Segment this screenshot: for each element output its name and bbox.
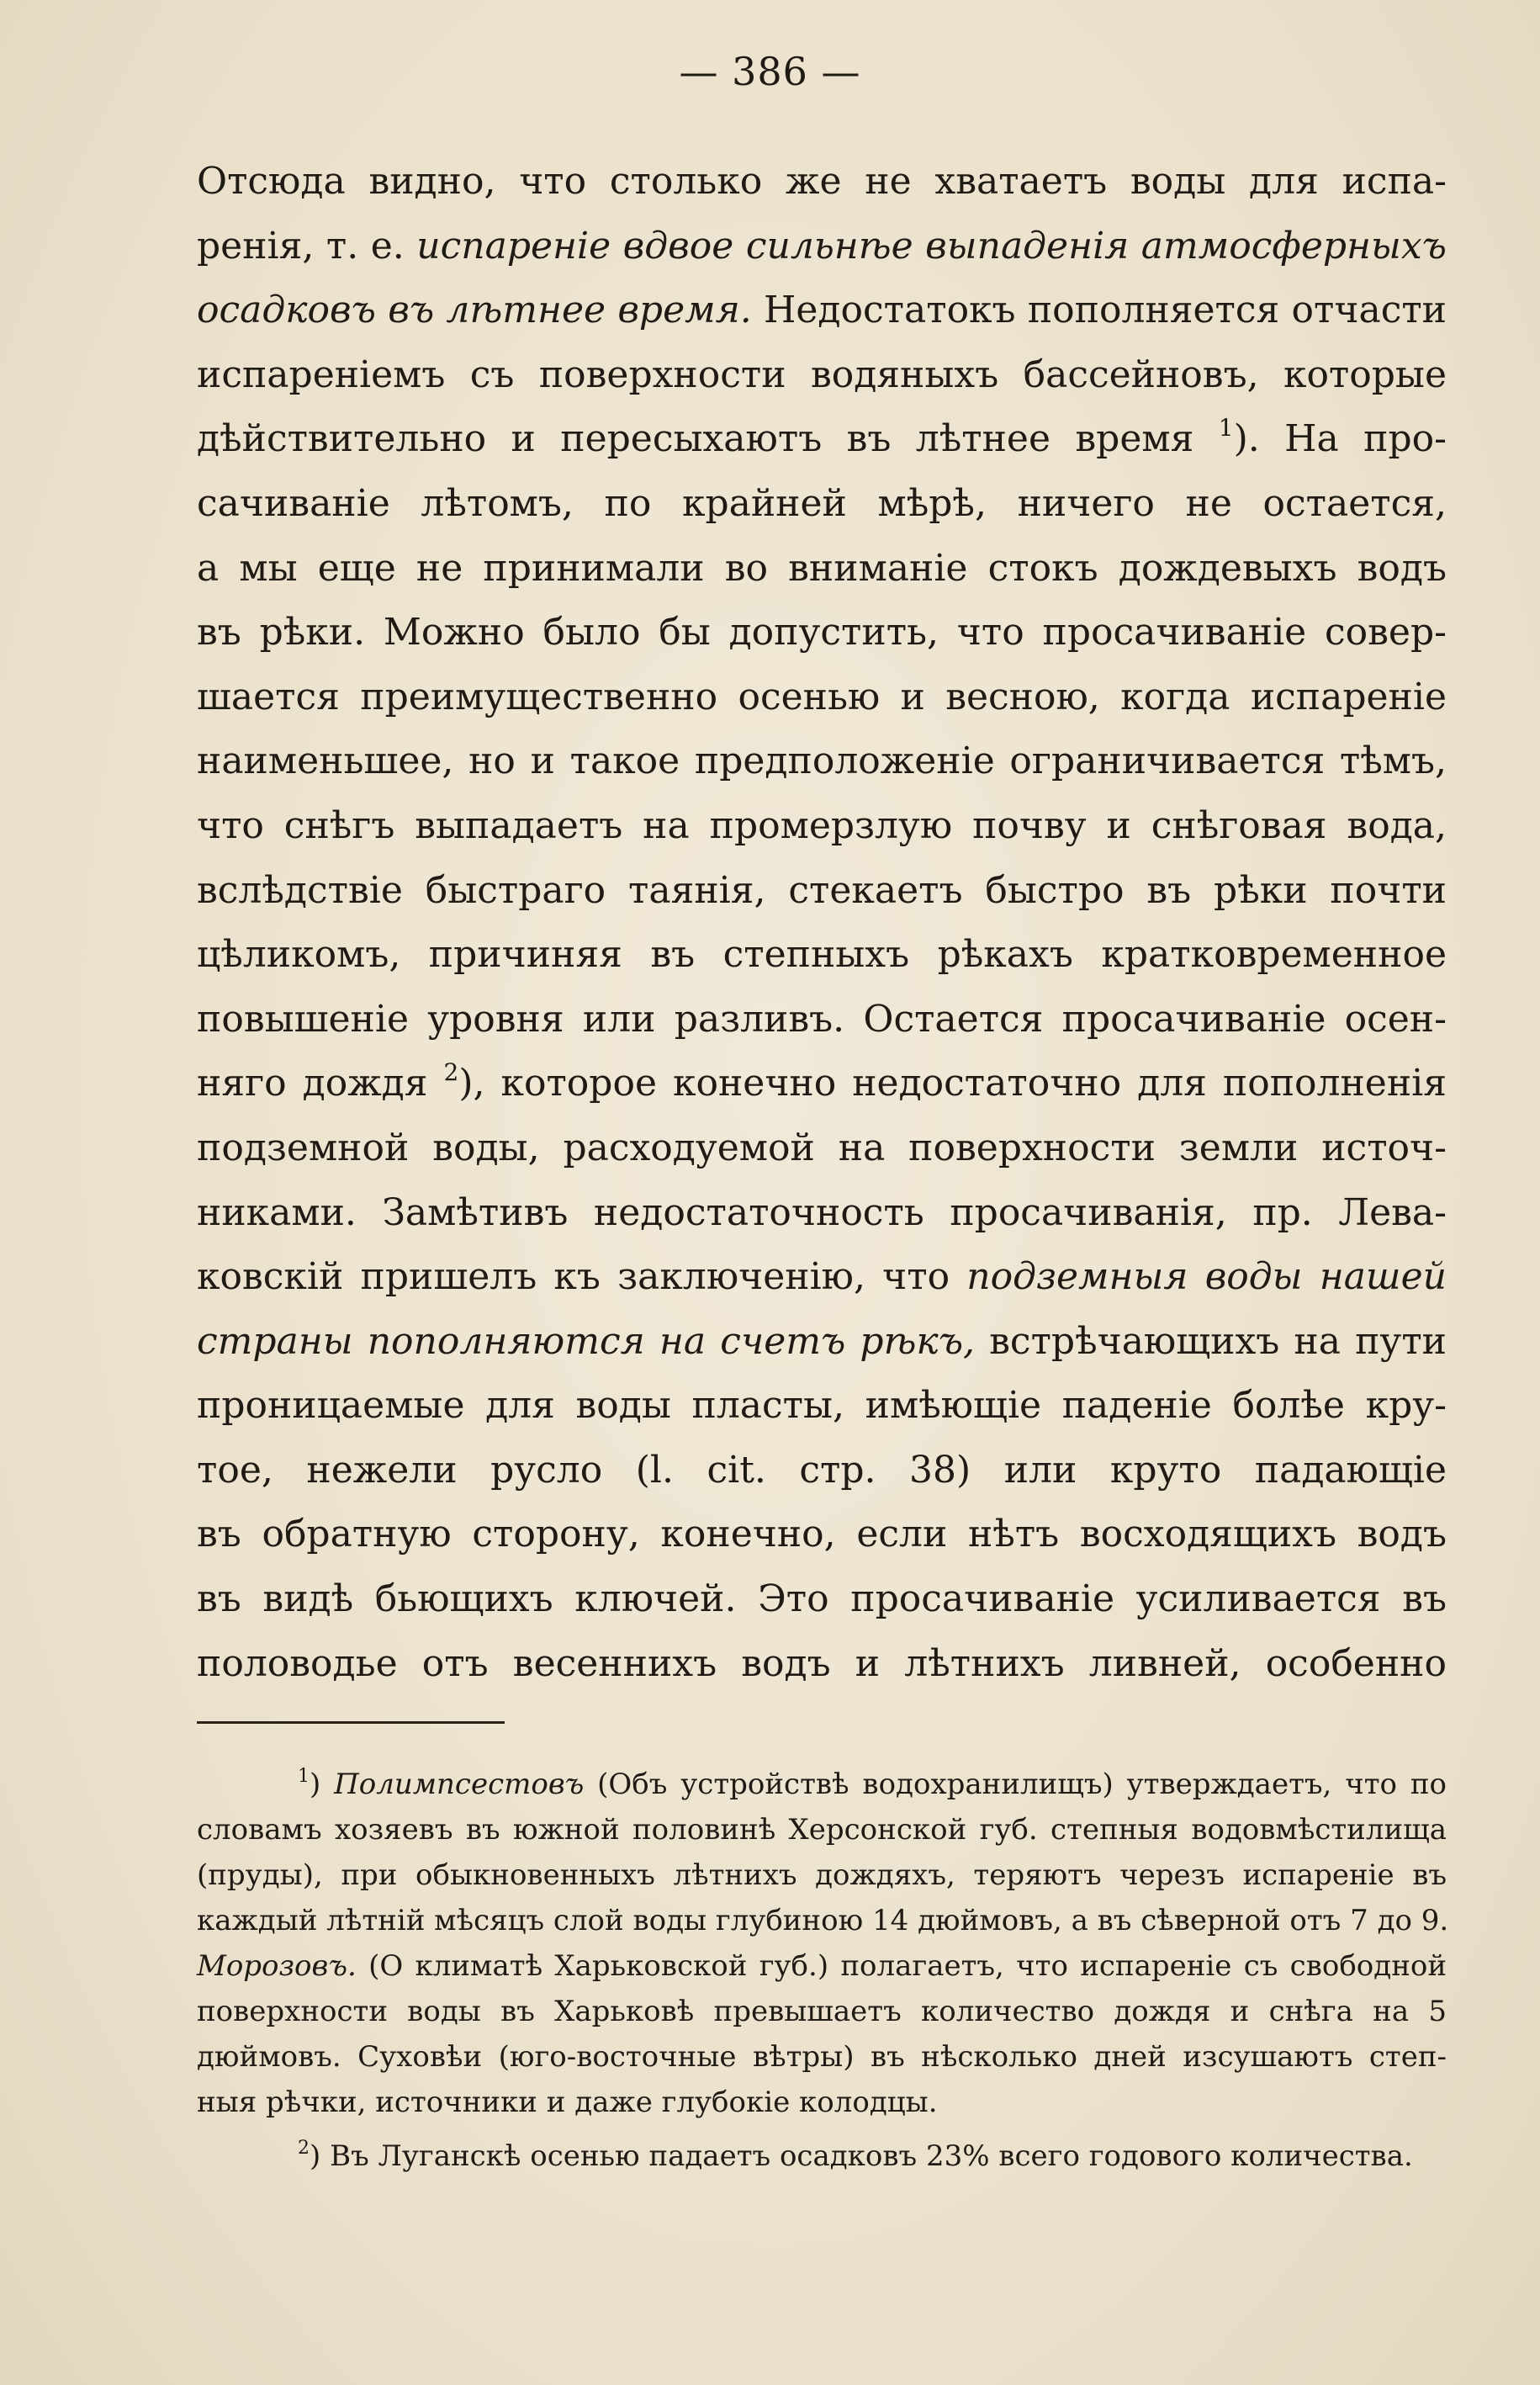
text-fragment: ковскій пришелъ къ заключенію, что xyxy=(197,1255,950,1299)
footnote-ref[interactable]: 1 xyxy=(1218,414,1234,443)
footnote-line xyxy=(197,1943,1447,1989)
text-line xyxy=(197,215,1447,279)
footnote-marker: 1 xyxy=(298,1766,310,1787)
text-line xyxy=(197,1245,1447,1310)
text-line: испареніемъ съ поверхности водяныхъ бассейновъ, которые xyxy=(197,352,1447,396)
text-fragment: дѣйствительно и пересыхаютъ въ лѣтнее время xyxy=(197,417,1194,461)
emphasis-text: испареніе вдвое сильнѣе выпаденія атмосферныхъ xyxy=(416,224,1447,268)
footnote-line: $^2$) Въ Луганскѣ осенью падаетъ осадковъ 23% всего годового количества. xyxy=(298,2138,1413,2173)
text-fragment: (Объ устройствѣ водохранилищъ) утверждаетъ, что по xyxy=(597,1768,1447,1801)
footnote-1 xyxy=(197,1762,1447,2125)
text-line: въ обратную сторону, конечно, если нѣтъ восходящихъ водъ xyxy=(197,1513,1447,1556)
text-line: Отсюда видно, что столько же не хватаетъ воды для испа- xyxy=(197,160,1447,203)
text-line xyxy=(197,1310,1447,1375)
footnote-line: поверхности воды въ Харьковѣ превышаетъ количество дождя и снѣга на 5 xyxy=(197,1995,1447,2028)
text-line: проницаемые для воды пласты, имѣющіе паденіе болѣе кру- xyxy=(197,1384,1447,1428)
emphasis-text: осадковъ въ лѣтнее время. xyxy=(197,289,752,332)
emphasis-text: страны пополняются на счетъ рѣкъ, xyxy=(197,1319,976,1363)
text-line: половодье отъ весеннихъ водъ и лѣтнихъ ливней, особенно xyxy=(197,1641,1447,1685)
footnote-line: дюймовъ. Суховѣи (юго-восточные вѣтры) въ нѣсколько дней изсушаютъ степ- xyxy=(197,2040,1447,2074)
footnote-line: $^1$) Полимпсестовъ (Объ устройствѣ водохранилищъ) утверждаетъ, что по xyxy=(298,1766,1447,1801)
footnote-divider xyxy=(197,1721,505,1724)
footnote-2 xyxy=(197,2133,1447,2179)
footnote-line: каждый лѣтній мѣсяцъ слой воды глубиною 14 дюймовъ, а въ сѣверной отъ 7 до 9. xyxy=(197,1904,1449,1937)
text-line xyxy=(197,1052,1447,1116)
footnote-line: ныя рѣчки, источники и даже глубокіе колодцы. xyxy=(197,2086,938,2119)
text-fragment: ), которое конечно недостаточно для пополненія xyxy=(458,1062,1447,1105)
text-line: что снѣгъ выпадаетъ на промерзлую почву и снѣговая вода, xyxy=(197,803,1447,847)
text-fragment: (О климатѣ Харьковской губ.) полагаетъ, что испареніе съ свободной xyxy=(368,1949,1447,1983)
text-fragment: Недостатокъ пополняется отчасти xyxy=(764,289,1447,332)
emphasis-text: подземныя воды нашей xyxy=(966,1255,1447,1299)
text-line: въ видѣ бьющихъ ключей. Это просачиваніе усиливается въ xyxy=(197,1577,1447,1621)
footnote-author: Полимпсестовъ xyxy=(334,1768,585,1801)
text-fragment: Въ Луганскѣ осенью падаетъ осадковъ 23% всего годового количества. xyxy=(330,2139,1413,2173)
footnote-ref[interactable]: 2 xyxy=(443,1058,459,1087)
text-line: наименьшее, но и такое предположеніе ограничивается тѣмъ, xyxy=(197,739,1447,783)
text-line: цѣликомъ, причиняя въ степныхъ рѣкахъ кратковременное xyxy=(197,933,1447,977)
text-fragment: ). На про- xyxy=(1233,417,1447,461)
footnote-marker: 2 xyxy=(298,2138,310,2159)
text-line: никами. Замѣтивъ недостаточность просачиванія, пр. Лева- xyxy=(197,1190,1447,1234)
footnotes xyxy=(197,1762,1447,2179)
text-fragment: няго дождя xyxy=(197,1062,428,1105)
main-text xyxy=(197,150,1447,1696)
text-line: въ рѣки. Можно было бы допустить, что просачиваніе совер- xyxy=(197,611,1447,655)
text-line: а мы еще не принимали во вниманіе стокъ дождевыхъ водъ xyxy=(197,546,1447,590)
text-fragment: встрѣчающихъ на пути xyxy=(989,1319,1447,1363)
footnote-line: (пруды), при обыкновенныхъ лѣтнихъ дождяхъ, теряютъ черезъ испареніе въ xyxy=(197,1858,1447,1892)
text-line: сачиваніе лѣтомъ, по крайней мѣрѣ, ничего не остается, xyxy=(197,481,1447,525)
text-line xyxy=(197,407,1447,472)
text-line: вслѣдствіе быстраго таянія, стекаетъ быстро въ рѣки почти xyxy=(197,868,1447,912)
text-line: подземной воды, расходуемой на поверхности земли источ- xyxy=(197,1126,1447,1169)
text-line: тое, нежели русло (l. cit. стр. 38) или круто падающіе xyxy=(197,1448,1447,1492)
text-line: шается преимущественно осенью и весною, когда испареніе xyxy=(197,675,1447,718)
text-fragment: ренія, т. е. xyxy=(197,224,405,268)
footnote-author: Морозовъ. xyxy=(197,1949,357,1983)
text-line: повышеніе уровня или разливъ. Остается просачиваніе осен- xyxy=(197,997,1447,1041)
text-line xyxy=(197,278,1447,343)
footnote-line: словамъ хозяевъ въ южной половинѣ Херсонской губ. степныя водовмѣстилища xyxy=(197,1813,1447,1847)
page-number: — 386 — xyxy=(679,49,861,94)
